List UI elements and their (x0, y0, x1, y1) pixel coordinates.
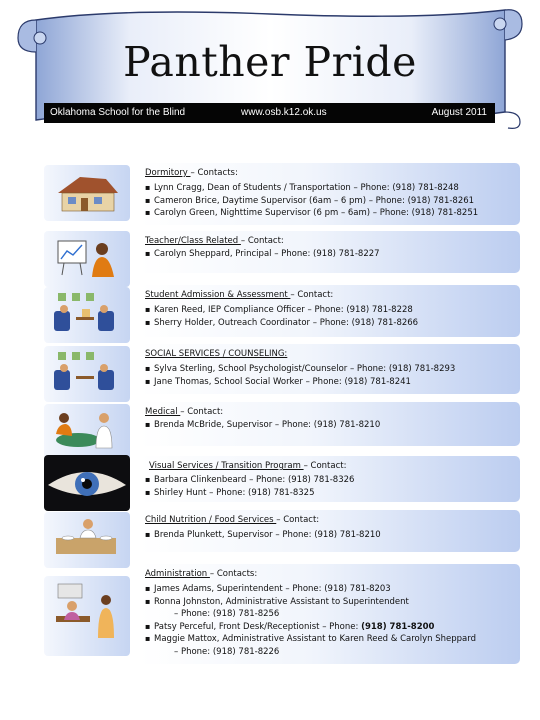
contact-item: ▪ Lynn Cragg, Dean of Students / Transportation – Phone: (918) 781-8248 (145, 182, 478, 195)
section-teacher (140, 231, 520, 273)
contact-item: ▪ Karen Reed, IEP Compliance Officer – Phone: (918) 781-8228 (145, 304, 418, 317)
section-heading: Child Nutrition / Food Services – Contact: (145, 515, 320, 525)
section-heading: Dormitory – Contacts: (145, 168, 238, 178)
house-icon (44, 165, 130, 221)
contact-item: ▪ Brenda McBride, Supervisor – Phone: (918) 781-8210 (145, 419, 380, 432)
website-link[interactable]: www.osb.k12.ok.us (241, 107, 327, 118)
teacher-presentation-icon (44, 231, 130, 287)
contact-item: ▪ Brenda Plunkett, Supervisor – Phone: (918) 781-8210 (145, 529, 381, 542)
contact-item: ▪ Maggie Mattox, Administrative Assistant to Karen Reed & Carolyn Sheppard – Phone: (918) 781-8226 (145, 633, 476, 658)
section-visual-services (140, 456, 520, 502)
section-nutrition (140, 510, 520, 552)
contact-item: ▪ Carolyn Green, Nighttime Supervisor (6 pm – 6am) – Phone: (918) 781-8251 (145, 207, 478, 220)
counseling-meeting-icon (44, 346, 130, 402)
nurse-patient-icon (44, 404, 130, 460)
section-medical (140, 402, 520, 446)
newsletter-title: Panther Pride (123, 38, 417, 86)
eye-icon (44, 455, 130, 511)
section-heading: SOCIAL SERVICES / COUNSELING: (145, 349, 288, 359)
contact-item: ▪ Ronna Johnston, Administrative Assistant to Superintendent – Phone: (918) 781-8256 (145, 596, 476, 621)
contact-item: ▪ James Adams, Superintendent – Phone: (918) 781-8203 (145, 583, 476, 596)
contact-item: ▪ Patsy Perceful, Front Desk/Receptionist – Phone: (918) 781-8200 (145, 621, 476, 634)
meeting-icon (44, 287, 130, 343)
section-administration (140, 564, 520, 664)
food-service-icon (44, 512, 130, 568)
contact-item: ▪ Sherry Holder, Outreach Coordinator – Phone: (918) 781-8266 (145, 317, 418, 330)
section-heading: Medical – Contact: (145, 407, 224, 417)
contact-item: ▪ Carolyn Sheppard, Principal – Phone: (918) 781-8227 (145, 248, 380, 261)
section-admission (140, 285, 520, 337)
school-name: Oklahoma School for the Blind (50, 107, 186, 118)
issue-date: August 2011 (431, 107, 487, 118)
office-staff-icon (44, 576, 130, 656)
section-social-services (140, 344, 520, 394)
section-dormitory (140, 163, 520, 225)
contact-item: ▪ Barbara Clinkenbeard – Phone: (918) 781-8326 (145, 474, 354, 487)
section-heading: Teacher/Class Related – Contact: (145, 236, 284, 246)
section-heading: Student Admission & Assessment – Contact: (145, 290, 334, 300)
contact-item: ▪ Cameron Brice, Daytime Supervisor (6am – 6 pm) – Phone: (918) 781-8261 (145, 195, 478, 208)
section-heading: Visual Services / Transition Program – Contact: (149, 461, 347, 471)
contact-item: ▪ Jane Thomas, School Social Worker – Phone: (918) 781-8241 (145, 376, 455, 389)
contact-item: ▪ Sylva Sterling, School Psychologist/Counselor – Phone: (918) 781-8293 (145, 363, 455, 376)
info-bar (44, 103, 495, 123)
contact-item: ▪ Shirley Hunt – Phone: (918) 781-8325 (145, 487, 354, 500)
section-heading: Administration – Contacts: (145, 569, 258, 579)
